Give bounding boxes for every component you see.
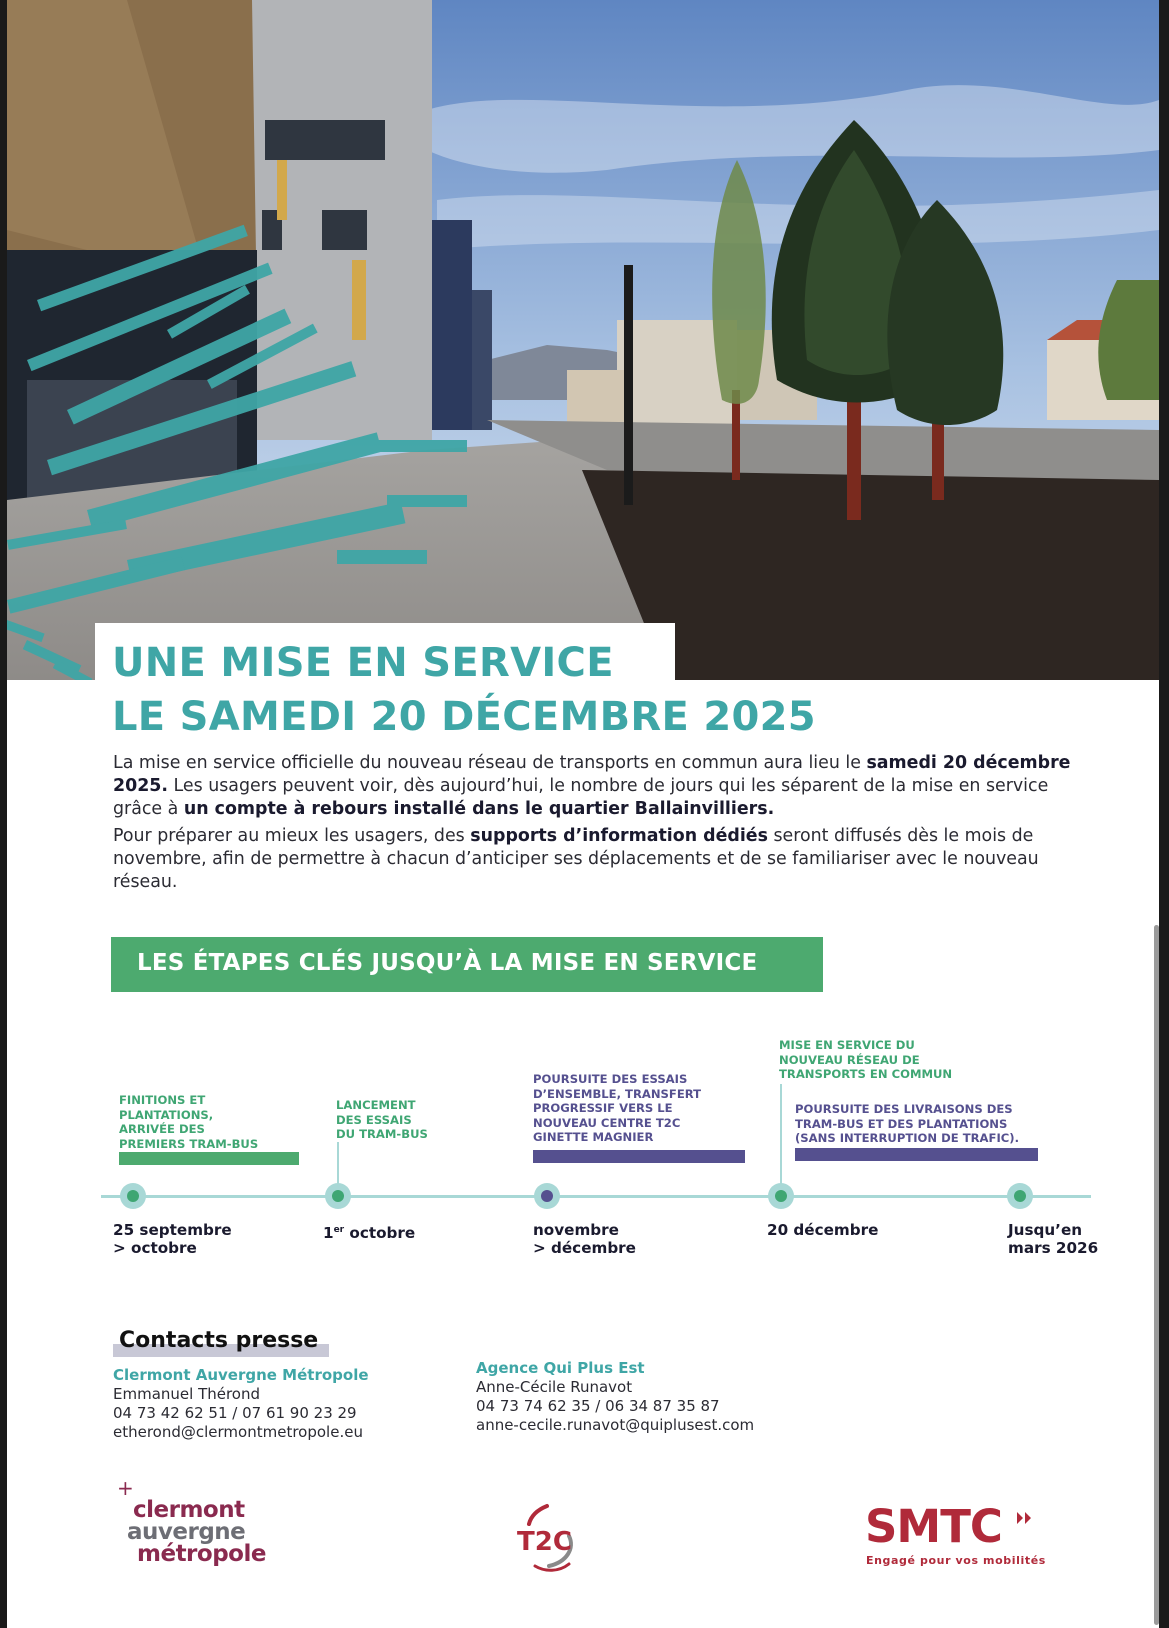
page-scrollbar[interactable]	[1154, 925, 1159, 1625]
intro-p1-countdown-bold: un compte à rebours installé dans le quartier Ballainvilliers.	[183, 799, 775, 819]
smtc-logo	[865, 1502, 1069, 1572]
timeline-step-2-date-month: octobre	[344, 1224, 416, 1243]
press-release-page	[7, 0, 1159, 1628]
timeline-step-5-bar	[795, 1148, 1038, 1161]
timeline-step-1-bar	[119, 1152, 299, 1165]
timeline-axis	[101, 1195, 1091, 1198]
t2c-logo-swoosh-icon	[509, 1496, 601, 1576]
timeline-step-5-dot	[1007, 1183, 1033, 1209]
title-line-1: UNE MISE EN SERVICE	[112, 640, 614, 686]
page-title	[112, 636, 816, 744]
timeline-step-3-bar	[533, 1150, 745, 1163]
timeline-step-4-dot	[768, 1183, 794, 1209]
clermont-auvergne-metropole-logo	[113, 1476, 273, 1572]
smtc-logo-tagline: Engagé pour vos mobilités	[866, 1554, 1046, 1567]
timeline-step-2-date	[323, 1221, 415, 1242]
timeline-step-4-date: 20 décembre	[767, 1221, 879, 1239]
title-line-2: LE SAMEDI 20 DÉCEMBRE 2025	[112, 694, 816, 740]
timeline-step-4-label: MISE EN SERVICE DU NOUVEAU RÉSEAU DE TRANSPORTS EN COMMUN	[779, 1038, 953, 1081]
timeline-step-2-date-sup: er	[333, 1225, 345, 1235]
intro-paragraph-2	[113, 825, 1073, 894]
timeline-step-1-dot	[120, 1183, 146, 1209]
intro-text	[113, 752, 1073, 898]
contact-left-email[interactable]: etherond@clermontmetropole.eu	[113, 1423, 363, 1441]
timeline-step-3-label: POURSUITE DES ESSAIS D’ENSEMBLE, TRANSFERT PROGRESSIF VERS LE NOUVEAU CENTRE T2C GINETTE MAGNIER	[533, 1072, 702, 1144]
contact-left-phone: 04 73 42 62 51 / 07 61 90 23 29	[113, 1404, 357, 1422]
cam-logo-word-1: clermont	[133, 1497, 245, 1523]
smtc-logo-word: SMTC	[865, 1500, 1002, 1553]
street-scene-illustration	[7, 0, 1159, 680]
steps-banner	[111, 937, 823, 992]
intro-p2-supports-bold: supports d’information dédiés	[470, 826, 768, 846]
smtc-logo-arrows-icon	[1017, 1512, 1033, 1524]
t2c-logo	[509, 1496, 601, 1576]
timeline-step-5-date: Jusqu’en mars 2026	[1008, 1221, 1099, 1257]
intro-p1-text-c: Les usagers peuvent voir, dès aujourd’hui, le nombre de jours qui les séparent de la mise en service grâce à	[113, 776, 1049, 819]
intro-p1-text-a: La mise en service officielle du nouveau réseau de transports en commun aura lieu le	[113, 753, 867, 773]
intro-p1-date-bold: samedi 20 décembre 2025.	[113, 753, 1071, 796]
contact-left-name: Emmanuel Thérond	[113, 1385, 261, 1403]
hero-photo	[7, 0, 1159, 680]
timeline-step-2-dot	[325, 1183, 351, 1209]
timeline-step-3-dot	[534, 1183, 560, 1209]
timeline-step-2-label: LANCEMENT DES ESSAIS DU TRAM-BUS	[336, 1098, 428, 1141]
intro-p2-text-a: Pour préparer au mieux les usagers, des	[113, 826, 471, 846]
timeline-step-3-date: novembre > décembre	[533, 1221, 636, 1257]
timeline-step-1-date: 25 septembre > octobre	[113, 1221, 232, 1257]
cam-logo-word-2: auvergne	[127, 1519, 246, 1545]
contacts-title: Contacts presse	[119, 1328, 319, 1353]
contact-left-org: Clermont Auvergne Métropole	[113, 1366, 369, 1384]
timeline-step-5-label: POURSUITE DES LIVRAISONS DES TRAM-BUS ET DES PLANTATIONS (SANS INTERRUPTION DE TRAFIC).	[795, 1102, 1019, 1145]
timeline-step-2-stem	[337, 1142, 339, 1184]
cam-logo-word-3: métropole	[137, 1541, 266, 1567]
contact-right-email[interactable]: anne-cecile.runavot@quiplusest.com	[476, 1416, 755, 1434]
cam-logo-plus-icon: +	[117, 1476, 134, 1500]
t2c-logo-text: T2C	[517, 1527, 572, 1557]
contact-left	[113, 1366, 369, 1442]
intro-p2-text-c: seront diffusés dès le mois de novembre, afin de permettre à chacun d’anticiper ses déplacements et de se familiariser avec le nouveau réseau.	[113, 826, 1039, 892]
steps-banner-title: LES ÉTAPES CLÉS JUSQU’À LA MISE EN SERVICE	[137, 950, 758, 976]
contact-right-org: Agence Qui Plus Est	[476, 1359, 645, 1377]
timeline-step-4-stem	[780, 1084, 782, 1184]
contact-right-name: Anne-Cécile Runavot	[476, 1378, 633, 1396]
contact-right-phone: 04 73 74 62 35 / 06 34 87 35 87	[476, 1397, 720, 1415]
timeline-step-1-label: FINITIONS ET PLANTATIONS, ARRIVÉE DES PREMIERS TRAM-BUS	[119, 1093, 259, 1151]
timeline-step-2-date-number: 1	[323, 1224, 334, 1243]
intro-paragraph-1	[113, 752, 1073, 821]
contact-right	[476, 1359, 754, 1435]
